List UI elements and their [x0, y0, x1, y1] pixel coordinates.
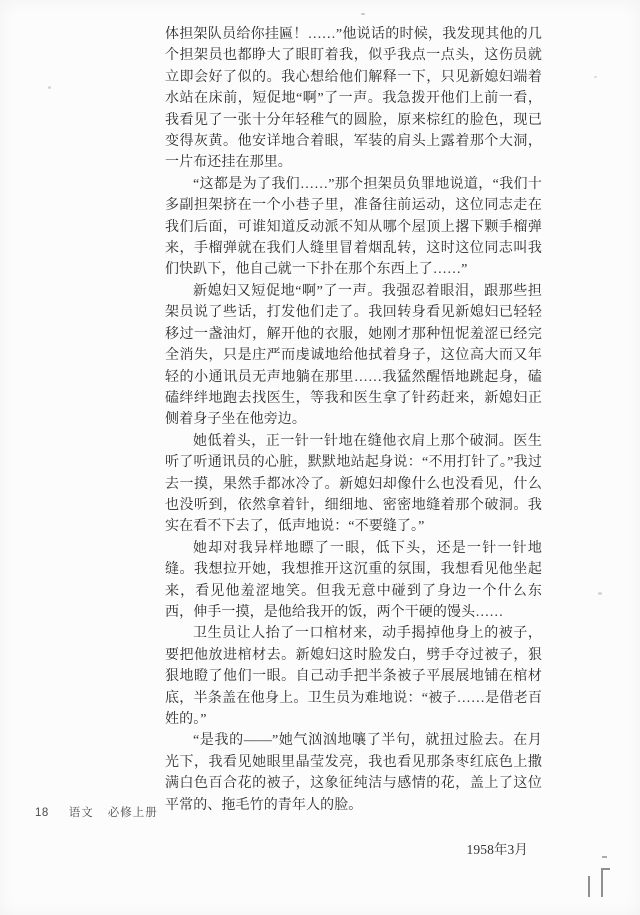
scan-speck — [594, 76, 597, 78]
paragraph: “这都是为了我们……”那个担架员负罪地说道，“我们十多副担架挤在一个小巷子里，准备往前运动，这位同志走在我们后面，可谁知道反动派不知从哪个屋顶上撂下颗手榴弹来，手榴弹就在我们人缝里冒着烟乱转，这时这位同志叫我们快趴下，他自己就一下扑在那个东西上了……” — [165, 176, 542, 278]
paragraph: 她却对我异样地瞟了一眼，低下头，还是一针一针地缝。我想拉开她，我想推开这沉重的氛围，我想看见他坐起来，看见他羞涩地笑。但我无意中碰到了身边一个什么东西，伸手一摸，是他给我开的饭，两个干硬的馒头…… — [165, 540, 542, 620]
footer-subject-label: 语文 — [68, 807, 94, 819]
paragraph: 新媳妇又短促地“啊”了一声。我强忍着眼泪，跟那些担架员说了些话，打发他们走了。我回转身看见新媳妇已轻轻移过一盏油灯，解开他的衣服，她刚才那种忸怩羞涩已经完全消失，只是庄严而虔诚地给他拭着身子，这位高大而又年轻的小通讯员无声地躺在那里……我猛然醒悟地跳起身，磕磕绊绊地跑去找医生，等我和医生拿了针药赶来，新媳妇正侧着身子坐在他旁边。 — [165, 283, 542, 428]
paragraph: “是我的——”她气汹汹地嚷了半句，就扭过脸去。在月光下，我看见她眼里晶莹发亮，我也看见那条枣红底色上撒满白色百合花的被子，这象征纯洁与感情的花，盖上了这位平常的、拖毛竹的青年人的脸。 — [165, 733, 542, 813]
registration-mark-vertical — [588, 876, 590, 897]
scan-speck — [48, 86, 51, 89]
composition-date: 1958年3月 — [466, 842, 528, 858]
paragraph: 体担架队员给你挂匾！……”他说话的时候，我发现其他的几个担架员也都睁大了眼盯着我，似乎我点一点头，这伤员就立即会好了似的。我心想给他们解释一下，只见新媳妇端着水站在床前，短促地“啊”了一声。我急拨开他们上前一看，我看见了一张十分年轻稚气的圆脸，原来棕红的脸色，现已变得灰黄。他安详地合着眼，军装的肩头上露着那个大洞，一片布还挂在那里。 — [165, 27, 542, 171]
registration-mark-dash — [602, 856, 607, 858]
scan-speck — [361, 13, 365, 15]
paragraph: 她低着头，正一针一针地在缝他衣肩上那个破洞。医生听了听通讯员的心脏，默默地站起身说：“不用打针了。”我过去一摸，果然手都冰冷了。新媳妇却像什么也没看见，什么也没听到，依然拿着针，细细地、密密地缝着那个破洞。我实在看不下去了，低声地说：“不要缝了。” — [165, 433, 542, 535]
paragraph: 卫生员让人抬了一口棺材来，动手揭掉他身上的被子，要把他放进棺材去。新媳妇这时脸发白，劈手夺过被子，狠狠地瞪了他们一眼。自己动手把半条被子平展展地铺在棺材底，半条盖在他身上。卫生员为难地说：“被子……是借老百姓的。” — [165, 626, 542, 727]
article-body — [165, 24, 542, 860]
registration-mark-corner — [601, 868, 610, 897]
footer-volume-label: 必修上册 — [107, 807, 158, 819]
scan-speck — [598, 592, 602, 595]
page-number: 18 — [35, 807, 49, 819]
page-footer — [35, 804, 158, 820]
